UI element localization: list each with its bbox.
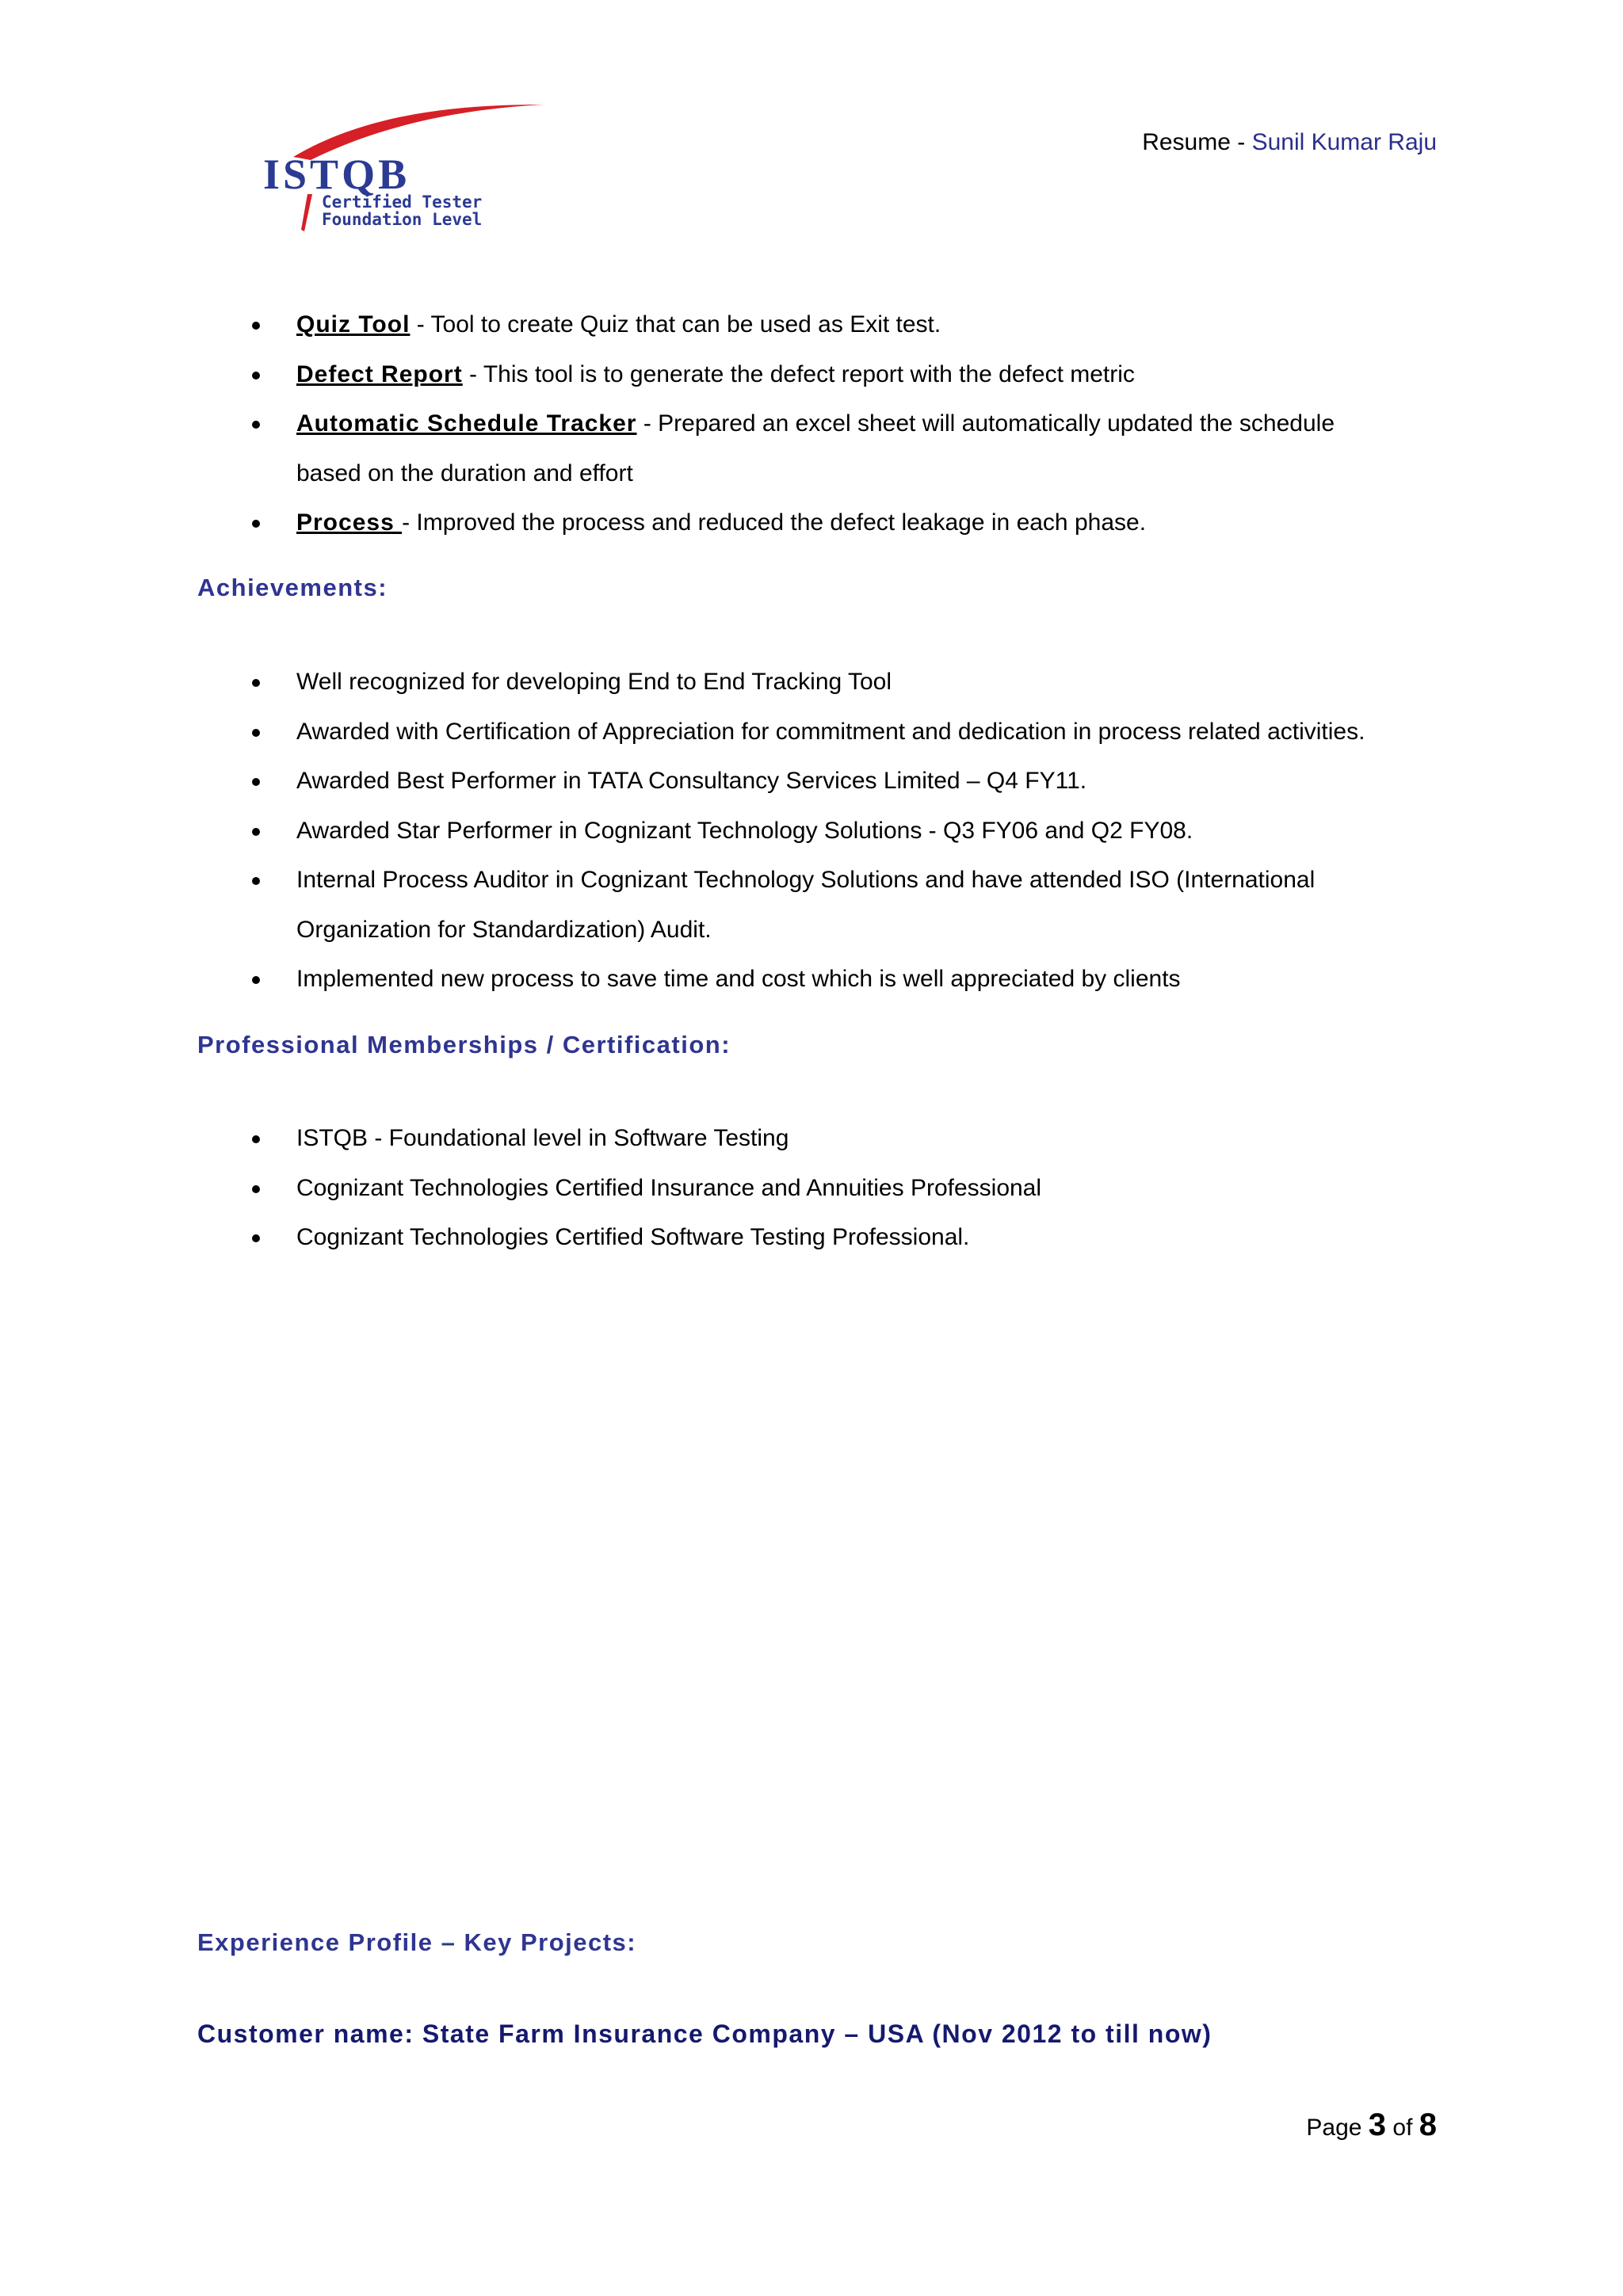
list-item: Awarded Best Performer in TATA Consultancy Services Limited – Q4 FY11. [252,757,1457,807]
customer-name-heading: Customer name: State Farm Insurance Company – USA (Nov 2012 to till now) [197,2019,1212,2048]
list-item-continuation: Organization for Standardization) Audit. [296,916,712,943]
page-number [1306,2107,1437,2143]
istqb-logo-graphic [246,95,547,246]
tool-term: Quiz Tool [296,311,411,338]
tool-desc-continuation: based on the duration and effort [296,460,633,486]
page-label: Page [1306,2115,1369,2141]
tool-desc: - Improved the process and reduced the defect leakage in each phase. [402,509,1147,536]
tools-list [252,300,1457,548]
logo-line1-text: Certified Tester [322,193,483,212]
memberships-list [252,1114,1457,1263]
tool-term: Defect Report [296,360,463,387]
list-item [252,399,1457,449]
list-item: Cognizant Technologies Certified Insurance and Annuities Professional [252,1164,1457,1214]
header-name: Sunil Kumar Raju [1251,129,1437,155]
resume-header [1142,129,1437,156]
list-item: Cognizant Technologies Certified Software Testing Professional. [252,1213,1457,1263]
list-item: ISTQB - Foundational level in Software Testing [252,1114,1457,1164]
list-item: Internal Process Auditor in Cognizant Technology Solutions and have attended ISO (International [252,856,1457,906]
red-tick-icon [301,194,312,231]
logo-line2-text: Foundation Level [322,210,483,229]
list-item: Implemented new process to save time and cost which is well appreciated by clients [252,955,1457,1005]
list-item: Well recognized for developing End to End Tracking Tool [252,658,1457,707]
header-prefix: Resume - [1142,129,1252,155]
list-item: Awarded with Certification of Appreciation for commitment and dedication in process related activities. [252,707,1457,757]
list-item [252,350,1457,400]
list-item [252,300,1457,350]
tool-term: Automatic Schedule Tracker [296,410,637,437]
istqb-logo [246,95,547,246]
tool-desc: - Prepared an excel sheet will automatically updated the schedule [636,410,1335,437]
list-item-continuation [252,449,1457,499]
achievements-heading: Achievements: [197,574,388,601]
page-current: 3 [1368,2107,1387,2142]
tool-term: Process [296,509,403,536]
list-item: Awarded Star Performer in Cognizant Technology Solutions - Q3 FY06 and Q2 FY08. [252,807,1457,856]
tool-desc: - This tool is to generate the defect report with the defect metric [462,360,1135,387]
experience-heading: Experience Profile – Key Projects: [197,1928,637,1956]
page-total: 8 [1419,2107,1437,2142]
logo-brand-text: ISTQB [263,151,411,198]
memberships-heading: Professional Memberships / Certification: [197,1031,731,1058]
achievements-list [252,658,1457,1005]
page-of-label: of [1386,2115,1419,2141]
tool-desc: - Tool to create Quiz that can be used as Exit test. [410,311,941,338]
list-item [252,498,1457,548]
